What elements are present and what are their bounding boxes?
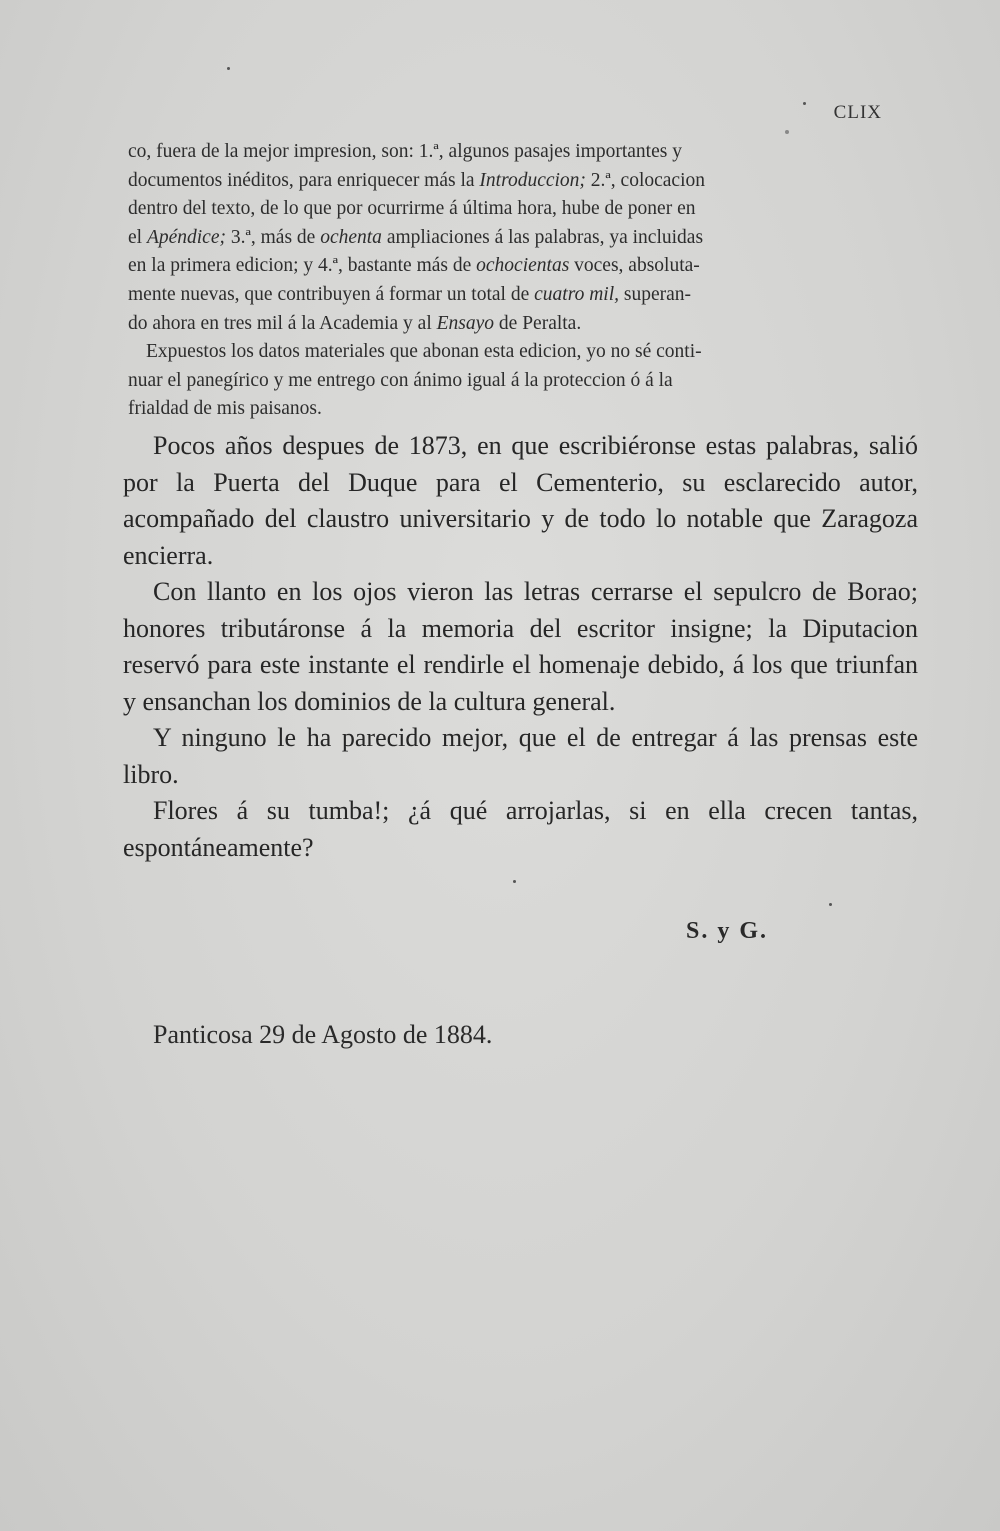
place-date-line: Panticosa 29 de Agosto de 1884. — [153, 1020, 493, 1049]
text-run: el — [128, 226, 147, 248]
text-line — [128, 167, 918, 196]
paper-speck — [227, 67, 230, 70]
paper-speck — [785, 130, 789, 134]
text-run: en la primera edicion; y 4.ª, bastante más de — [128, 255, 477, 277]
paragraph-1: Pocos años despues de 1873, en que escribiéronse estas palabras, salió por la Puerta del Duque para el Cementerio, su esclarecido autor, acompañado del claustro universitario y de todo lo notable que Zaragoza encierra. — [123, 431, 918, 570]
quoted-text-block — [128, 138, 918, 424]
main-text-block — [123, 428, 918, 866]
text-line: Expuestos los datos materiales que abonan esta edicion, yo no sé conti- — [146, 341, 702, 363]
text-run: de Peralta. — [494, 312, 582, 334]
paper-speck — [513, 880, 516, 883]
paper-speck — [803, 102, 806, 105]
text-line: co, fuera de la mejor impresion, son: 1.ª, algunos pasajes importantes y — [128, 141, 682, 162]
paragraph-4: Flores á su tumba!; ¿á qué arrojarlas, si en ella crecen tantas, espontáneamente? — [123, 796, 918, 862]
text-run: mente nuevas, que contribuyen á formar un total de — [128, 283, 535, 305]
text-run: do ahora en tres mil á la Academia y al — [128, 312, 437, 334]
text-line: nuar el panegírico y me entrego con ánimo igual á la proteccion ó á la — [128, 369, 673, 391]
text-line — [128, 224, 918, 253]
text-run: superan- — [618, 283, 691, 305]
paper-speck — [829, 903, 832, 906]
italic-word: ochocientas — [476, 255, 570, 277]
text-run: 3.ª, más de — [226, 226, 321, 248]
text-line — [128, 310, 918, 339]
text-line: frialdad de mis paisanos. — [128, 398, 322, 420]
italic-title: Introduccion; — [479, 169, 586, 191]
italic-word: cuatro mil, — [534, 283, 619, 305]
paragraph-2: Con llanto en los ojos vieron las letras cerrarse el sepulcro de Borao; honores tributáronse á la memoria del escritor insigne; la Diputacion reservó para este instante el rendirle el homenaje debido, á los que triunfan y ensanchan los dominios de la cultura general. — [123, 577, 918, 716]
italic-title: Apéndice; — [146, 226, 226, 248]
paragraph-3: Y ninguno le ha parecido mejor, que el de entregar á las prensas este libro. — [123, 723, 918, 789]
quoted-paragraph-2 — [128, 338, 918, 424]
text-line: dentro del texto, de lo que por ocurrirme á última hora, hube de poner en — [128, 198, 696, 220]
text-line — [128, 252, 918, 281]
page-number: CLIX — [833, 102, 882, 123]
text-run: ampliaciones á las palabras, ya incluidas — [381, 226, 704, 248]
text-run: 2.ª, colocacion — [585, 169, 706, 191]
italic-title: Ensayo — [436, 312, 495, 334]
italic-word: ochenta — [320, 226, 382, 248]
author-signature: S. y G. — [686, 918, 769, 944]
text-run: documentos inéditos, para enriquecer más la — [128, 169, 480, 191]
quoted-paragraph-1 — [128, 138, 918, 338]
text-run: voces, absoluta- — [569, 255, 700, 277]
text-line — [128, 281, 918, 310]
